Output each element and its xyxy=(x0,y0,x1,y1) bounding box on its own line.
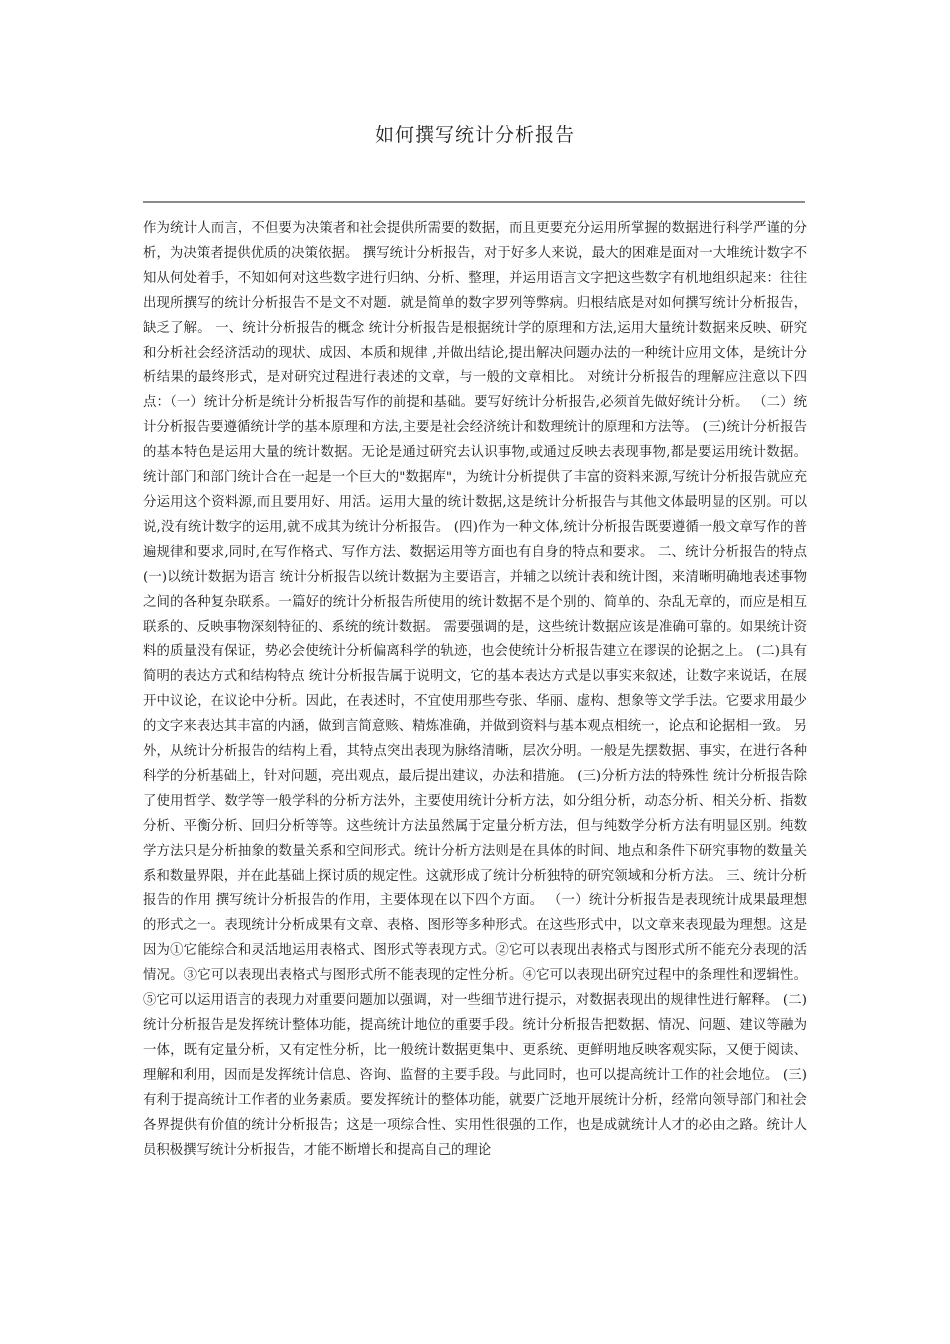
body-paragraph: 作为统计人而言，不但要为决策者和社会提供所需要的数据，而且更要充分运用所掌握的数据进行科学严谨的分析，为决策者提供优质的决策依据。 撰写统计分析报告，对于好多人来说，最大的困难是面对一大堆统计数字不知从何处着手，不知如何对这些数字进行归纳、分析、整理，并运用语言文字把这些数字有机地组织起来：往往出现所撰写的统计分析报告不是文不对题．就是简单的数字罗列等弊病。归根结底是对如何撰写统计分析报告，缺乏了解。 一、统计分析报告的概念 统计分析报告是根据统计学的原理和方法,运用大量统计数据来反映、研究和分析社会经济活动的现状、成因、本质和规律 ,并做出结论,提出解决问题办法的一种统计应用文体，是统计分析结果的最终形式，是对研究过程进行表述的文章，与一般的文章相比。 对统计分析报告的理解应注意以下四点：（一）统计分析是统计分析报告写作的前提和基础。要写好统计分析报告,必须首先做好统计分析。 （二）统计分析报告要遵循统计学的基本原理和方法,主要是社会经济统计和数理统计的原理和方法等。 (三)统计分析报告的基本特色是运用大量的统计数据。无论是通过研究去认识事物,或通过反映去表现事物,都是要运用统计数据。统计部门和部门统计合在一起是一个巨大的"数据库"，为统计分析提供了丰富的资料来源,写统计分析报告就应充分运用这个资料源,而且要用好、用活。运用大量的统计数据,这是统计分析报告与其他文体最明显的区别。可以说,没有统计数字的运用,就不成其为统计分析报告。 (四)作为一种文体,统计分析报告既要遵循一般文章写作的普遍规律和要求,同时,在写作格式、写作方法、数据运用等方面也有自身的特点和要求。 二、统计分析报告的特点 (一)以统计数据为语言 统计分析报告以统计数据为主要语言，并辅之以统计表和统计图，来清晰明确地表述事物之间的各种复杂联系。一篇好的统计分析报告所使用的统计数据不是个别的、简单的、杂乱无章的，而应是相互联系的、反映事物深刻特征的、系统的统计数据。 需要强调的是，这些统计数据应该是准确可靠的。如果统计资料的质量没有保证，势必会使统计分析偏离科学的轨迹，也会使统计分析报告建立在谬误的论据之上。 (二)具有简明的表达方式和结构特点 统计分析报告属于说明文，它的基本表达方式是以事实来叙述，让数字来说话，在展开中议论，在议论中分析。因此，在表述时，不宜使用那些夸张、华丽、虚构、想象等文学手法。它要求用最少的文字来表达其丰富的内涵，做到言简意赅、精炼准确，并做到资料与基本观点相统一，论点和论据相一致。 另外，从统计分析报告的结构上看，其特点突出表现为脉络清晰，层次分明。一般是先摆数据、事实，在进行各种科学的分析基础上，针对问题，亮出观点，最后提出建议，办法和措施。 (三)分析方法的特殊性 统计分析报告除了使用哲学、数学等一般学科的分析方法外，主要使用统计分析方法，如分组分析，动态分析、相关分析、指数分析、平衡分析、回归分析等等。这些统计方法虽然属于定量分析方法，但与纯数学分析方法有明显区别。纯数学方法只是分析抽象的数量关系和空间形式。统计分析方法则是在具体的时间、地点和条件下研究事物的数量关系和数量界限，并在此基础上探讨质的规定性。这就形成了统计分析独特的研究领域和分析方法。 三、统计分析报告的作用 撰写统计分析报告的作用，主要体现在以下四个方面。 （一）统计分析报告是表现统计成果最理想的形式之一。表现统计分析成果有文章、表格、图形等多种形式。在这些形式中，以文章来表现最为理想。这是因为①它能综合和灵活地运用表格式、图形式等表现方式。②它可以表现出表格式与图形式所不能充分表现的活情况。③它可以表现出表格式与图形式所不能表现的定性分析。④它可以表现出研究过程中的条理性和逻辑性。⑤它可以运用语言的表现力对重要问题加以强调，对一些细节进行提示，对数据表现出的规律性进行解释。 (二)统计分析报告是发挥统计整体功能，提高统计地位的重要手段。统计分析报告把数据、情况、问题、建议等融为一体，既有定量分析，又有定性分析，比一般统计数据更集中、更系统、更鲜明地反映客观实际，又便于阅读、理解和利用，因而是发挥统计信息、咨询、监督的主要手段。与此同时，也可以提高统计工作的社会地位。 (三)有利于提高统计工作者的业务素质。要发挥统计的整体功能，就要广泛地开展统计分析，经常向领导部门和社会各界提供有价值的统计分析报告；这是一项综合性、实用性很强的工作，也是成就统计人才的必由之路。统计人员积极撰写统计分析报告，才能不断增长和提高自己的理论 xyxy=(143,221,807,1158)
page-title: 如何撰写统计分析报告 xyxy=(374,124,575,146)
title-divider xyxy=(143,201,805,203)
